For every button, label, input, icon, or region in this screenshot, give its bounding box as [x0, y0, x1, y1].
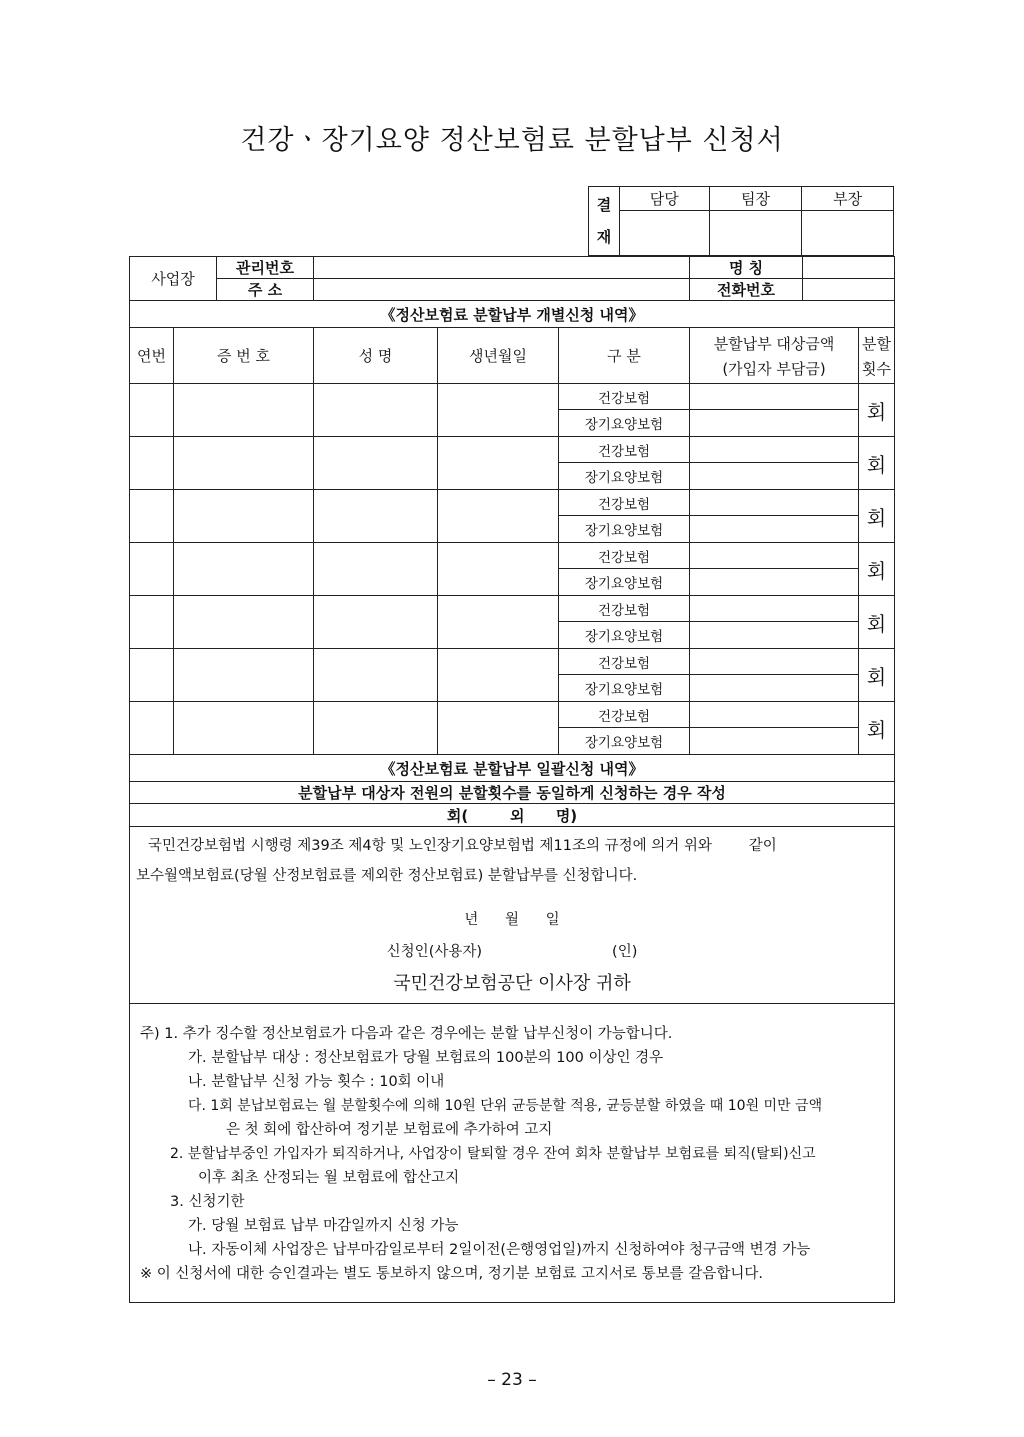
mgmt-no-field[interactable] [314, 257, 690, 279]
entry-count[interactable]: 회 [859, 490, 895, 543]
approval-role-charge: 담당 [619, 187, 709, 211]
entry-name[interactable] [314, 384, 438, 437]
approval-role-team-lead: 팀장 [709, 187, 802, 211]
entry-type-health: 건강보험 [559, 596, 690, 622]
entry-amount-health[interactable] [690, 437, 859, 463]
entry-amount-health[interactable] [690, 649, 859, 675]
applicant-label: 신청인(사용자) [386, 944, 483, 960]
header-seq: 연번 [130, 328, 174, 384]
entry-type-ltc: 장기요양보험 [559, 463, 690, 490]
note-item: 가. 당월 보험료 납부 마감일까지 신청 가능 [188, 1218, 459, 1234]
entry-type-ltc: 장기요양보험 [559, 569, 690, 596]
entry-name[interactable] [314, 649, 438, 702]
entry-type-ltc: 장기요양보험 [559, 728, 690, 755]
header-count-line1: 분할 [862, 334, 892, 353]
application-form [129, 256, 895, 1303]
note-item: 나. 분할납부 신청 가능 횟수 : 10회 이내 [188, 1074, 445, 1090]
entry-row [130, 437, 895, 463]
entry-amount-health[interactable] [690, 596, 859, 622]
note-item: 가. 분할납부 대상 : 정산보험료가 당월 보험료의 100분의 100 이상인 경우 [188, 1050, 664, 1066]
note-item: 이후 최초 산정되는 월 보험료에 합산고지 [198, 1170, 460, 1186]
form-title: 건강ㆍ장기요양 정산보험료 분할납부 신청서 [240, 125, 784, 156]
entry-seq[interactable] [130, 596, 174, 649]
entry-birth[interactable] [438, 437, 559, 490]
approval-sign-manager[interactable] [802, 211, 894, 256]
header-name: 성 명 [314, 328, 438, 384]
entry-name[interactable] [314, 490, 438, 543]
entry-count[interactable]: 회 [859, 649, 895, 702]
note-item: 주) 1. 추가 징수할 정산보험료가 다음과 같은 경우에는 분할 납부신청이 가능합니다. [140, 1026, 673, 1042]
entry-seq[interactable] [130, 384, 174, 437]
bulk-count-field[interactable]: 회( 외 명) [130, 804, 895, 827]
statement-date[interactable]: 년 월 일 [464, 912, 560, 928]
entry-amount-ltc[interactable] [690, 675, 859, 702]
header-birth: 생년월일 [438, 328, 559, 384]
approval-box [588, 186, 894, 256]
entry-amount-health[interactable] [690, 543, 859, 569]
entry-birth[interactable] [438, 649, 559, 702]
entry-row [130, 702, 895, 728]
entry-cert-no[interactable] [174, 490, 314, 543]
applicant-line [136, 937, 888, 967]
approval-role-manager: 부장 [802, 187, 894, 211]
mgmt-no-label: 관리번호 [217, 257, 314, 279]
entry-row [130, 490, 895, 516]
entry-name[interactable] [314, 702, 438, 755]
notes-block [130, 1004, 895, 1303]
entry-cert-no[interactable] [174, 437, 314, 490]
entry-amount-ltc[interactable] [690, 410, 859, 437]
approval-label-top: 결 [596, 196, 612, 214]
entry-type-ltc: 장기요양보험 [559, 622, 690, 649]
entry-amount-health[interactable] [690, 702, 859, 728]
note-item: 다. 1회 분납보험료는 월 분할횟수에 의해 10원 단위 균등분할 적용, 균등분할 하였을 때 10원 미만 금액 [188, 1098, 823, 1114]
entry-row [130, 649, 895, 675]
entry-row [130, 543, 895, 569]
entry-cert-no[interactable] [174, 649, 314, 702]
entry-count[interactable]: 회 [859, 437, 895, 490]
entry-type-ltc: 장기요양보험 [559, 675, 690, 702]
entry-name[interactable] [314, 596, 438, 649]
entry-seq[interactable] [130, 490, 174, 543]
header-category: 구 분 [559, 328, 690, 384]
entry-amount-ltc[interactable] [690, 622, 859, 649]
entry-amount-health[interactable] [690, 384, 859, 410]
entry-name[interactable] [314, 437, 438, 490]
entry-name[interactable] [314, 543, 438, 596]
company-name-field[interactable] [803, 257, 895, 279]
entry-type-health: 건강보험 [559, 490, 690, 516]
workplace-label: 사업장 [130, 257, 217, 301]
entry-cert-no[interactable] [174, 384, 314, 437]
approval-label-bottom: 재 [596, 228, 612, 246]
entry-amount-ltc[interactable] [690, 728, 859, 755]
phone-label: 전화번호 [690, 279, 803, 301]
entry-amount-ltc[interactable] [690, 516, 859, 543]
note-item: 나. 자동이체 사업장은 납부마감일로부터 2일이전(은행영업일)까지 신청하여야 청구금액 변경 가능 [188, 1242, 811, 1258]
entry-count[interactable]: 회 [859, 384, 895, 437]
header-cert-no: 증 번 호 [174, 328, 314, 384]
entry-count[interactable]: 회 [859, 702, 895, 755]
header-amount-line2: (가입자 부담금) [722, 359, 826, 378]
entry-seq[interactable] [130, 543, 174, 596]
entry-birth[interactable] [438, 702, 559, 755]
entry-type-health: 건강보험 [559, 384, 690, 410]
entry-amount-health[interactable] [690, 490, 859, 516]
entry-amount-ltc[interactable] [690, 569, 859, 596]
entry-birth[interactable] [438, 543, 559, 596]
entry-birth[interactable] [438, 384, 559, 437]
address-field[interactable] [314, 279, 690, 301]
addressee: 국민건강보험공단 이사장 귀하 [393, 973, 631, 994]
note-item: 3. 신청기한 [170, 1194, 245, 1210]
header-count [859, 328, 895, 384]
approval-sign-team-lead[interactable] [709, 211, 802, 256]
note-item: 2. 분할납부중인 가입자가 퇴직하거나, 사업장이 탈퇴할 경우 잔여 회차 분할납부 보험료를 퇴직(탈퇴)신고 [170, 1146, 816, 1162]
entry-count[interactable]: 회 [859, 543, 895, 596]
entry-cert-no[interactable] [174, 543, 314, 596]
address-label: 주 소 [217, 279, 314, 301]
entry-seq[interactable] [130, 649, 174, 702]
note-item: ※ 이 신청서에 대한 승인결과는 별도 통보하지 않으며, 정기분 보험료 고지서로 통보를 갈음합니다. [140, 1266, 763, 1282]
entry-amount-ltc[interactable] [690, 463, 859, 490]
header-amount [690, 328, 859, 384]
bulk-section-title: 《정산보험료 분할납부 일괄신청 내역》 [130, 755, 895, 782]
entry-cert-no[interactable] [174, 702, 314, 755]
entry-seq[interactable] [130, 437, 174, 490]
entry-count[interactable]: 회 [859, 596, 895, 649]
note-item: 은 첫 회에 합산하여 정기분 보험료에 추가하여 고지 [226, 1122, 553, 1138]
entry-birth[interactable] [438, 596, 559, 649]
seal-mark: (인) [612, 944, 638, 960]
approval-label [589, 187, 620, 256]
approval-sign-charge[interactable] [619, 211, 709, 256]
entry-seq[interactable] [130, 702, 174, 755]
statement-block [130, 827, 895, 1004]
entry-type-health: 건강보험 [559, 543, 690, 569]
entry-row [130, 596, 895, 622]
page-number: – 23 – [487, 1370, 537, 1390]
entry-cert-no[interactable] [174, 596, 314, 649]
statement-line1: 국민건강보험법 시행령 제39조 제4항 및 노인장기요양보험법 제11조의 규정에 의거 위와 같이 [148, 838, 777, 854]
header-amount-line1: 분할납부 대상금액 [713, 334, 835, 353]
entry-type-health: 건강보험 [559, 649, 690, 675]
entry-birth[interactable] [438, 490, 559, 543]
entry-type-ltc: 장기요양보험 [559, 410, 690, 437]
individual-section-title: 《정산보험료 분할납부 개별신청 내역》 [130, 301, 895, 328]
statement-line2: 보수월액보험료(당월 산정보험료를 제외한 정산보험료) 분할납부를 신청합니다. [136, 868, 638, 884]
company-name-label: 명 칭 [690, 257, 803, 279]
entry-row [130, 384, 895, 410]
header-count-line2: 횟수 [862, 359, 892, 378]
entry-type-ltc: 장기요양보험 [559, 516, 690, 543]
entry-type-health: 건강보험 [559, 437, 690, 463]
bulk-description: 분할납부 대상자 전원의 분할횟수를 동일하게 신청하는 경우 작성 [130, 782, 895, 804]
entry-type-health: 건강보험 [559, 702, 690, 728]
phone-field[interactable] [803, 279, 895, 301]
